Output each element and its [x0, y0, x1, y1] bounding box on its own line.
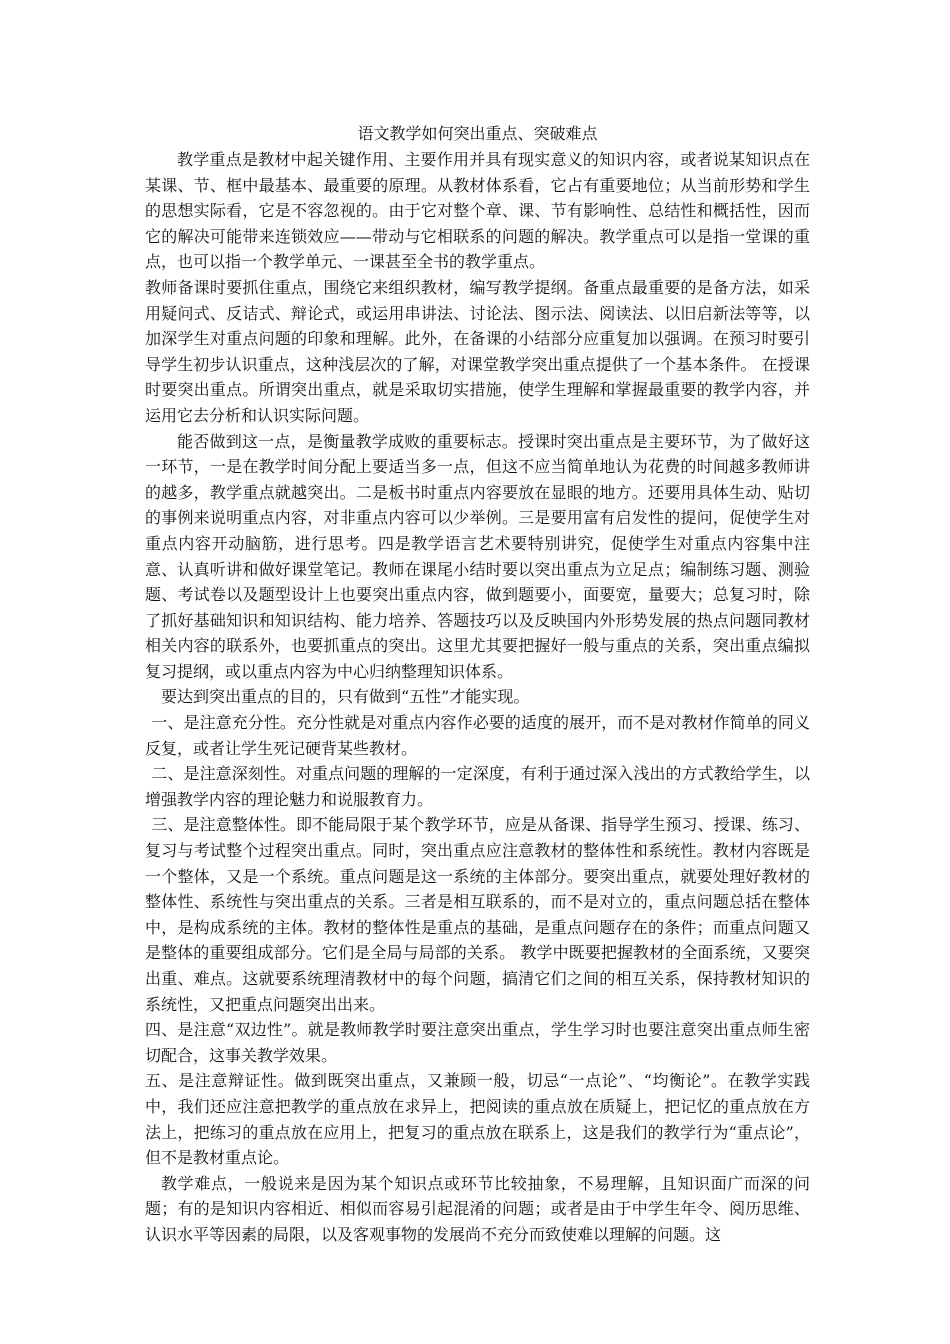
- paragraph: 要达到突出重点的目的，只有做到“五性”才能实现。: [161, 687, 530, 707]
- paragraph: 二、是注意深刻性。对重点问题的理解的一定深度，有利于通过深入浅出的方式教给学生，以增强教学内容的理论魅力和说服教育力。: [145, 764, 810, 809]
- paragraph: 五、是注意辩证性。做到既突出重点，又兼顾一般，切忌“一点论”、“均衡论”。在教学实践中，我们还应注意把教学的重点放在求异上，把阅读的重点放在质疑上，把记忆的重点放在方法上，把练习的重点放在应用上，把复习的重点放在联系上，这是我们的教学行为“重点论”，但不是教材重点论。: [145, 1071, 810, 1168]
- paragraph: 四、是注意“双边性”。就是教师教学时要注意突出重点，学生学习时也要注意突出重点师生密切配合，这事关教学效果。: [145, 1020, 810, 1065]
- document-title: 语文教学如何突出重点、突破难点: [357, 124, 598, 143]
- document-body: [145, 147, 810, 1248]
- document-page: [145, 122, 810, 1248]
- paragraph: 三、是注意整体性。即不能局限于某个教学环节，应是从备课、指导学生预习、授课、练习、复习与考试整个过程突出重点。同时，突出重点应注意教材的整体性和系统性。教材内容既是一个整体，又是一个系统。重点问题是这一系统的主体部分。要突出重点，就要处理好教材的整体性、系统性与突出重点的关系。三者是相互联系的，而不是对立的，重点问题总括在整体中，是构成系统的主体。教材的整体性是重点的基础，是重点问题存在的条件；而重点问题又是整体的重要组成部分。它们是全局与局部的关系。 教学中既要把握教材的全面系统，又要突出重、难点。这就要系统理清教材中的每个问题，搞清它们之间的相互关系，保持教材知识的系统性，又把重点问题突出出来。: [145, 815, 810, 1014]
- paragraph: 能否做到这一点，是衡量教学成败的重要标志。授课时突出重点是主要环节，为了做好这一环节，一是在教学时间分配上要适当多一点，但这不应当简单地认为花费的时间越多教师讲的越多，教学重点就越突出。二是板书时重点内容要放在显眼的地方。还要用具体生动、贴切的事例来说明重点内容，对非重点内容可以少举例。三是要用富有启发性的提问，促使学生对重点内容开动脑筋，进行思考。四是教学语言艺术要特别讲究，促使学生对重点内容集中注意、认真听讲和做好课堂笔记。教师在课尾小结时要以突出重点为立足点；编制练习题、测验题、考试卷以及题型设计上也要突出重点内容，做到题要小，面要宽，量要大；总复习时，除了抓好基础知识和知识结构、能力培养、答题技巧以及反映国内外形势发展的热点问题同教材相关内容的联系外，也要抓重点的突出。这里尤其要把握好一般与重点的关系，突出重点编拟复习提纲，或以重点内容为中心归纳整理知识体系。: [145, 431, 810, 681]
- paragraph: 教师备课时要抓住重点，围绕它来组织教材，编写教学提纲。备重点最重要的是备方法，如采用疑问式、反诘式、辩论式，或运用串讲法、讨论法、图示法、阅读法、以旧启新法等等，以加深学生对重点问题的印象和理解。此外，在备课的小结部分应重复加以强调。在预习时要引导学生初步认识重点，这种浅层次的了解，对课堂教学突出重点提供了一个基本条件。 在授课时要突出重点。所谓突出重点，就是采取切实措施，使学生理解和掌握最重要的教学内容，并运用它去分析和认识实际问题。: [145, 277, 810, 425]
- paragraph: 一、是注意充分性。充分性就是对重点内容作必要的适度的展开，而不是对教材作简单的同义反复，或者让学生死记硬背某些教材。: [145, 713, 810, 758]
- paragraph: 教学难点，一般说来是因为某个知识点或环节比较抽象，不易理解，且知识面广而深的问题；有的是知识内容相近、相似而容易引起混淆的问题；或者是由于中学生年令、阅历思维、认识水平等因素的局限，以及客观事物的发展尚不充分而致使难以理解的问题。这: [145, 1173, 810, 1244]
- paragraph: 教学重点是教材中起关键作用、主要作用并具有现实意义的知识内容，或者说某知识点在某课、节、框中最基本、最重要的原理。从教材体系看，它占有重要地位；从当前形势和学生的思想实际看，它是不容忽视的。由于它对整个章、课、节有影响性、总结性和概括性，因而它的解决可能带来连锁效应——带动与它相联系的问题的解决。教学重点可以是指一堂课的重点，也可以指一个教学单元、一课甚至全书的教学重点。: [145, 150, 810, 272]
